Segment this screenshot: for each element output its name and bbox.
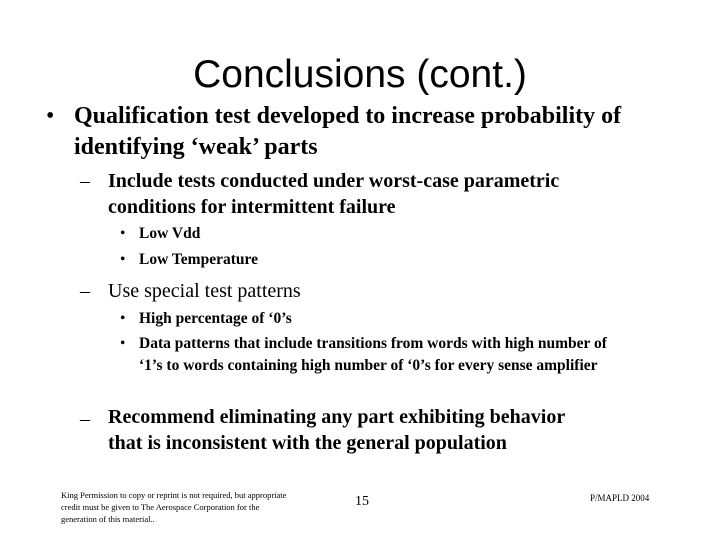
footer-credit: King Permission to copy or reprint is not required, but appropriate credit must be given to The Aerospace Corporation for the generation of this material.. [61,490,287,524]
list-item: Low Temperature [139,251,258,268]
bullet-marker: • [120,251,126,268]
page-number: 15 [355,494,369,509]
list-item: Low Vdd [139,225,201,242]
sub-point-worst-case: Include tests conducted under worst-case parametric conditions for intermittent failure [108,170,560,218]
sub-point-test-patterns: Use special test patterns [108,280,301,302]
list-item: High percentage of ‘0’s [139,310,292,327]
main-point: Qualification test developed to increase probability of identifying ‘weak’ parts [74,103,622,160]
dash-marker: – [80,280,90,302]
dash-marker: – [80,170,90,192]
list-item: Data patterns that include transitions from words with high number of ‘1’s to words containing high number of ‘0’s for every sense amplifier [139,335,607,374]
bullet-marker: • [120,225,126,242]
bullet-marker: • [120,310,126,327]
footer-event: P/MAPLD 2004 [590,493,650,503]
dash-marker: – [80,408,90,430]
bullet-marker: • [46,103,55,129]
sub-point-recommend: Recommend eliminating any part exhibiting behavior that is inconsistent with the general population [108,406,565,454]
slide-title: Conclusions (cont.) [193,53,527,96]
bullet-marker: • [120,335,126,352]
